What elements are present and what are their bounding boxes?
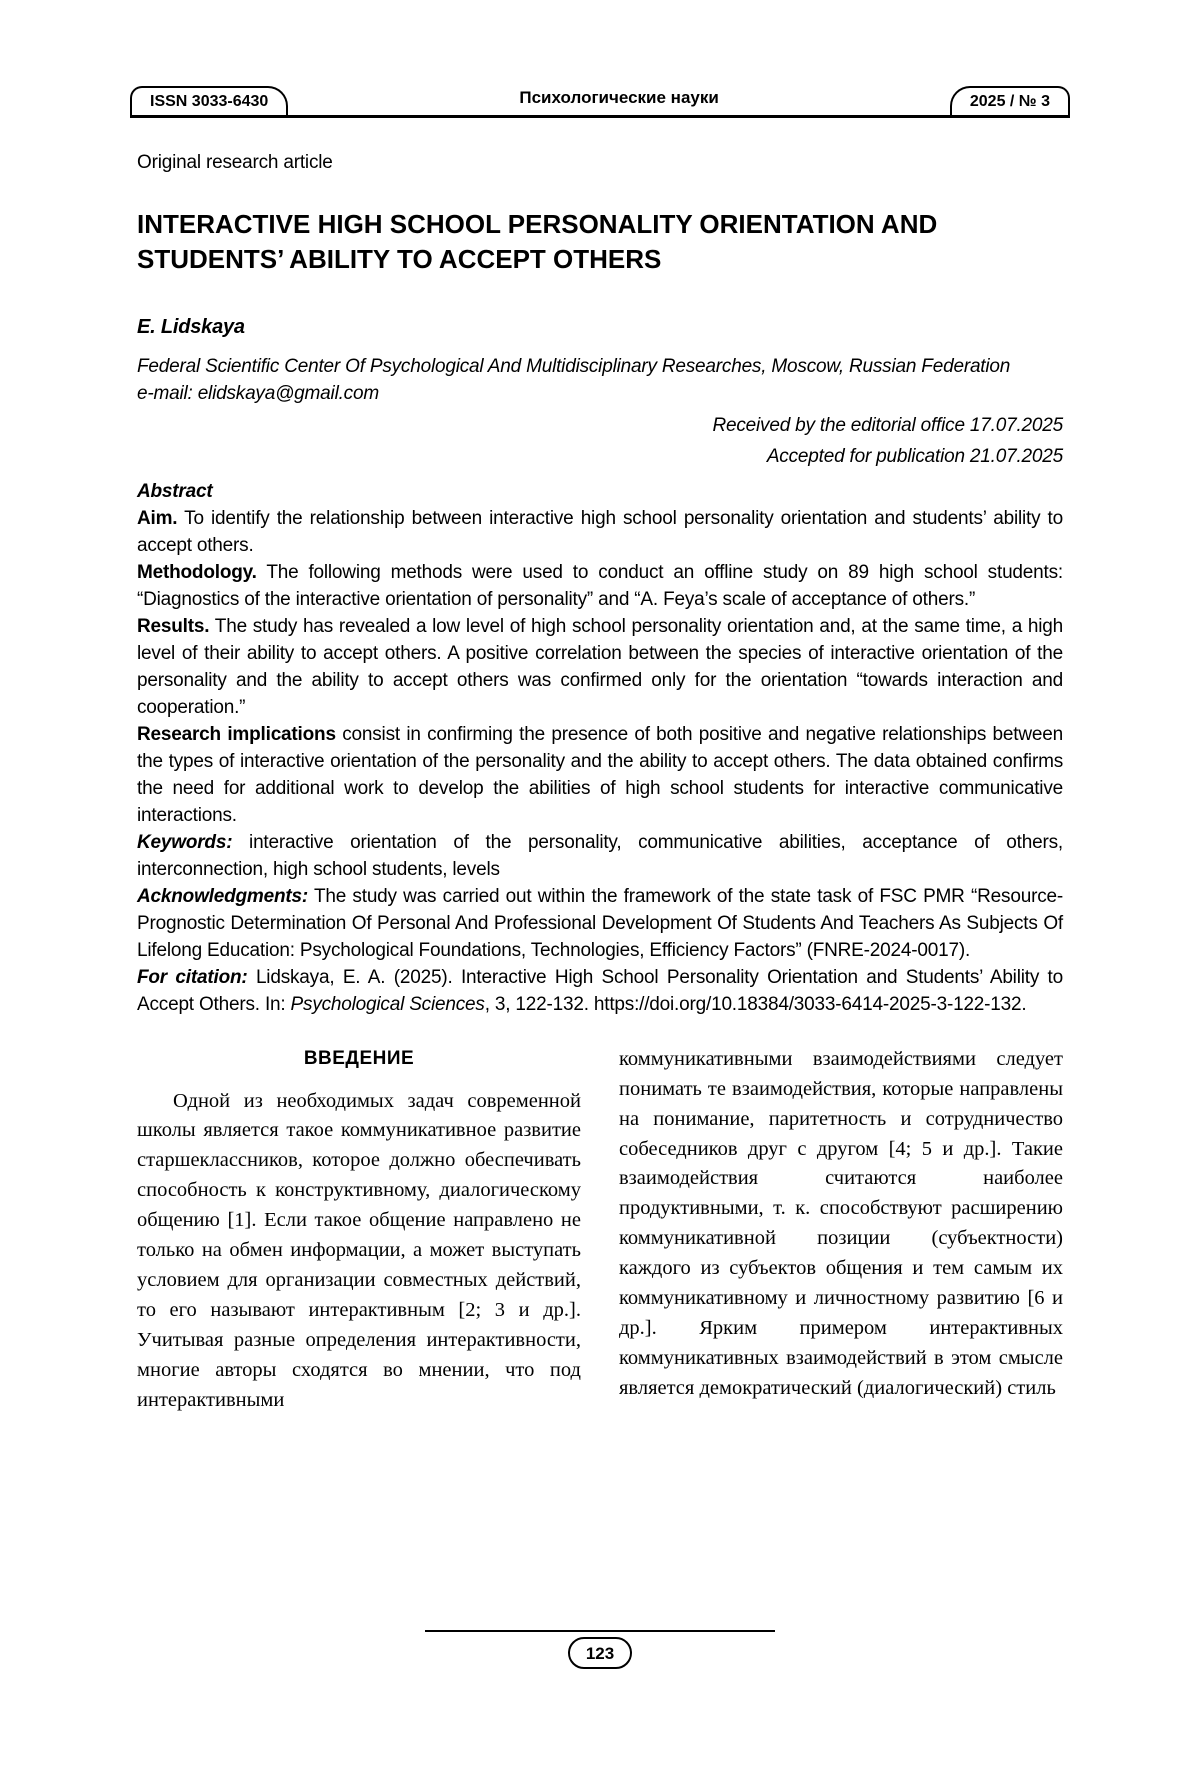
issn-tab: [130, 86, 288, 115]
article-content: [137, 150, 1063, 1416]
abstract-implications: [137, 722, 1063, 830]
author-name: E. Lidskaya: [137, 316, 245, 339]
two-column-body: [137, 1045, 1063, 1416]
citation-paragraph: [137, 965, 1063, 1019]
page-header: [130, 86, 1070, 118]
footer-rule: [425, 1630, 775, 1632]
issue-tab: [950, 86, 1070, 115]
page-footer: [0, 1630, 1200, 1669]
issn-label: ISSN 3033-6430: [150, 93, 269, 110]
keywords-label: Keywords:: [137, 832, 233, 854]
aim-text: To identify the relationship between interactive high school personality orientation and students’ ability to accept others.: [137, 508, 1063, 557]
abstract-results: [137, 614, 1063, 722]
aim-label: Aim.: [137, 508, 178, 530]
issue-label: 2025 / № 3: [969, 93, 1050, 110]
keywords-text: interactive orientation of the personality, communicative abilities, acceptance of others, interconnection, high school students, levels: [137, 832, 1063, 880]
implications-text: consist in confirming the presence of both positive and negative relationships between the types of interactive orientation of the personality and the ability to accept others. The data obtained confirms the need for additional work to develop the abilities of high school students for interactive communicative interactions.: [137, 724, 1063, 827]
left-column-paragraph: Одной из необходимых задач современной школы является такое коммуникативное развитие старшеклассников, которое должно обеспечивать способность к конструктивному, диалогическому общению [1]. Если такое общение направлено не только на обмен информации, а может выступать условием для организации совместных действий, то его называют интерактивным [2; 3 и др.]. Учитывая разные определения интерактивности, многие авторы сходятся во мнении, что под интерактивными: [137, 1089, 581, 1411]
abstract-acknowledgments: [137, 884, 1063, 965]
implications-label: Research implications: [137, 724, 336, 746]
left-column: [137, 1045, 581, 1416]
abstract-keywords: [137, 830, 1063, 884]
abstract-heading: Abstract: [137, 481, 213, 503]
right-column-paragraph: коммуникативными взаимодействиями следует понимать те взаимодействия, которые направлены на понимание, паритетность и сотрудничество собеседников друг с другом [4; 5 и др.]. Такие взаимодействия считаются наиболее продуктивными, т. к. способствуют расширению коммуникативной позиции (субъектности) каждого из субъектов общения и тем самым их коммуникативному и личностному развитию [6 и др.]. Ярким примером интерактивных коммуникативных взаимодействий в этом смысле является демократический (диалогический) стиль: [619, 1047, 1063, 1399]
author-email: e-mail: elidskaya@gmail.com: [137, 382, 379, 404]
results-text: The study has revealed a low level of high school personality orientation and, at the same time, a high level of their ability to accept others. A positive correlation between the species of interactive orientation of the personality and the ability to accept others was confirmed only for the orientation “towards interaction and cooperation.”: [137, 616, 1063, 719]
abstract-aim: [137, 506, 1063, 560]
citation-label: For citation:: [137, 966, 248, 988]
citation-text-post: , 3, 122-132. https://doi.org/10.18384/3033-6414-2025-3-122-132.: [484, 993, 1027, 1015]
methodology-label: Methodology.: [137, 562, 257, 584]
accepted-note: Accepted for publication 21.07.2025: [766, 446, 1063, 468]
citation-journal-name: Psychological Sciences: [290, 993, 485, 1015]
acknowledgments-text: The study was carried out within the framework of the state task of FSC PMR “Resource-Prognostic Determination Of Personal And Professional Development Of Students And Teachers As Subjects Of Lifelong Education: Psychological Foundations, Technologies, Efficiency Factors” (FNRE-2024-0017).: [137, 885, 1063, 961]
received-note: Received by the editorial office 17.07.2025: [712, 415, 1063, 437]
author-affiliation: Federal Scientific Center Of Psychological And Multidisciplinary Researches, Moscow, Russian Federation: [137, 355, 1011, 377]
abstract-methodology: [137, 560, 1063, 614]
article-title: INTERACTIVE HIGH SCHOOL PERSONALITY ORIENTATION AND STUDENTS’ ABILITY TO ACCEPT OTHERS: [137, 208, 938, 275]
page-number-badge: 123: [568, 1637, 632, 1669]
results-label: Results.: [137, 616, 210, 638]
acknowledgments-label: Acknowledgments:: [137, 885, 308, 907]
methodology-text: The following methods were used to conduct an offline study on 89 high school students: “Diagnostics of the interactive orientation of personality” and “A. Feya’s scale of acceptance of others.”: [137, 562, 1063, 611]
introduction-heading: ВВЕДЕНИЕ: [303, 1047, 415, 1069]
journal-title: Психологические науки: [519, 88, 719, 107]
right-column: [619, 1045, 1063, 1416]
article-type: Original research article: [137, 152, 333, 173]
citation-text-pre: Lidskaya, E. A. (2025). Interactive High School Personality Orientation and Students’ Ability to Accept Others. In:: [137, 966, 1063, 1015]
